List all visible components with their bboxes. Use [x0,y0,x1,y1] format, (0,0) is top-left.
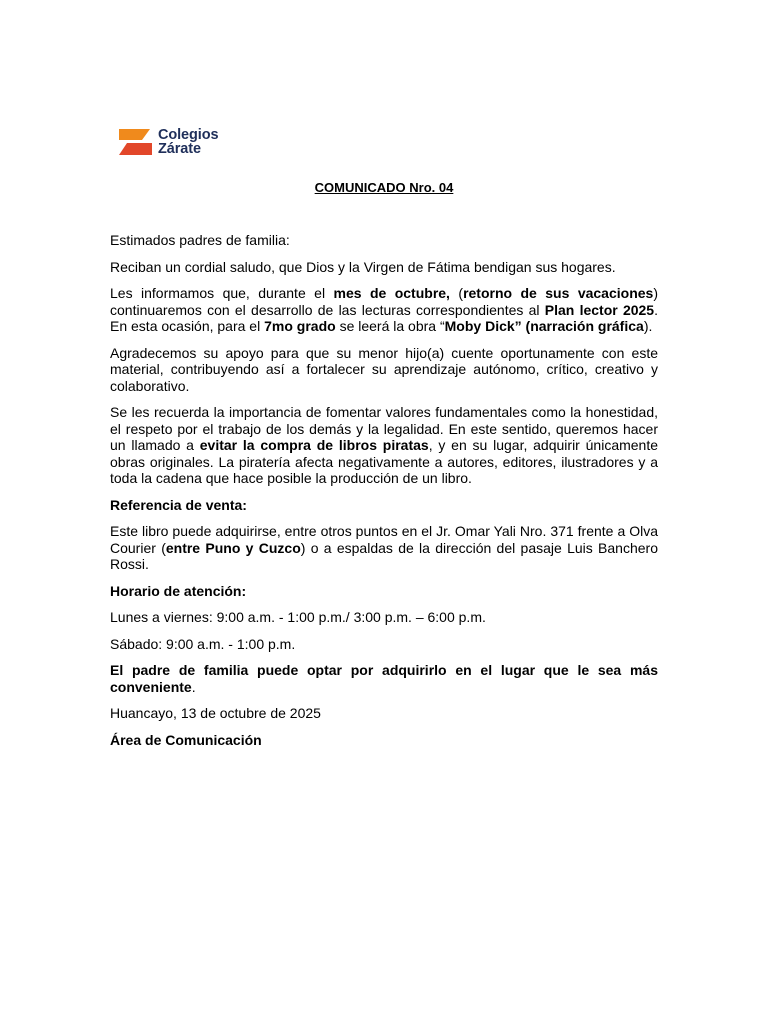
sales-reference-heading [110,497,658,514]
p1-text-1: Les informamos que, durante el [110,285,334,301]
document-title: COMUNICADO Nro. 04 [314,180,454,195]
p3-bold-1: evitar la compra de libros piratas [199,437,429,453]
school-logo-line2: Zárate [158,141,201,157]
p1-bold-3: Plan lector 2025 [544,301,655,318]
ref-text-1: Este libro puede adquirirse, entre otros puntos en el Jr. Omar Yali Nro. 371 frente a Olva Courier ( [110,523,658,556]
opening-hours-weekdays: Lunes a viernes: 9:00 a.m. - 1:00 p.m./ 3:00 p.m. – 6:00 p.m. [110,609,486,625]
paragraph-agradecimiento: Agradecemos su apoyo para que su menor hijo(a) cuente oportunamente con este material, contribuyendo así a fortalecer su aprendizaje autónomo, crítico, creativo y colaborativo. [110,344,658,394]
signature [110,732,658,749]
salutation: Reciban un cordial saludo, que Dios y la Virgen de Fátima bendigan sus hogares. [110,258,616,275]
opening-hours-heading [110,583,658,600]
opening-hours-saturday: Sábado: 9:00 a.m. - 1:00 p.m. [110,635,296,652]
p3-text-1: Se les recuerda la importancia de fomentar valores fundamentales como la honestidad, el respeto por el trabajo de los demás y la legalidad. En este sentido, queremos hacer un llamado a [110,404,658,453]
signature-text: Área de Comunicación [110,731,262,748]
sales-reference-heading-text: Referencia de venta: [110,496,247,513]
school-logo-text [158,128,218,156]
school-logo [119,128,218,156]
p1-bold-4: 7mo grado [264,318,336,334]
purchase-note-bold: El padre de familia puede optar por adquirirlo en el lugar que le sea más conveniente [110,662,658,695]
p3-text-2: , y en su lugar, adquirir únicamente obras originales. La piratería afecta negativamente a autores, editores, ilustradores y a toda la cadena que hace posible la producción de un libro. [110,437,659,486]
school-logo-line1: Colegios [158,127,219,143]
p1-bold-1: mes de octubre, [333,285,450,301]
purchase-note [110,662,658,695]
document-date: Huancayo, 13 de octubre de 2025 [110,705,321,721]
p1-text-4: . En esta ocasión, para el [110,301,658,334]
greeting: Estimados padres de familia: [110,232,290,248]
document-body [110,232,658,758]
ref-bold-1: entre Puno y Cuzco [165,539,301,556]
opening-hours-heading-text: Horario de atención: [110,582,247,599]
p1-text-3: ) continuaremos con el desarrollo de las lecturas correspondientes al [110,285,658,318]
paragraph-piracy [110,404,658,487]
p1-text-6: ). [643,318,653,334]
paragraph-plan-lector [110,285,658,335]
sales-reference [110,523,658,573]
p1-bold-5: Moby Dick” (narración gráfica [444,318,644,334]
purchase-note-end: . [191,678,196,695]
p1-text-5: se leerá la obra “ [335,318,445,334]
p1-bold-2: retorno de sus vacaciones [463,285,654,301]
school-logo-icon [119,128,152,156]
p1-text-2: ( [449,285,464,301]
ref-text-2: ) o a espaldas de la dirección del pasaje Luis Banchero Rossi. [110,539,658,572]
